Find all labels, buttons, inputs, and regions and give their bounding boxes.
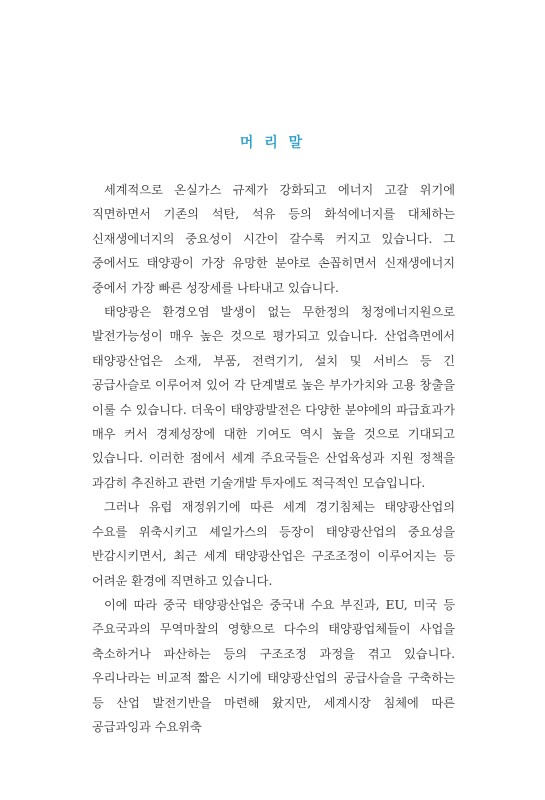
body-text xyxy=(92,178,455,739)
paragraph-1: 세계적으로 온실가스 규제가 강화되고 에너지 고갈 위기에 직면하면서 기존의 석탄, 석유 등의 화석에너지를 대체하는 신재생에너지의 중요성이 시간이 갈수록 커지고 있습니다. 그 중에서도 태양광이 가장 유망한 분야로 손꼽히면서 신재생에너지 중에서 가장 빠른 성장세를 나타내고 있습니다. xyxy=(92,183,455,295)
paragraph-4: 이에 따라 중국 태양광산업은 중국내 수요 부진과, EU, 미국 등 주요국과의 무역마찰의 영향으로 다수의 태양광업체들이 사업을 축소하거나 파산하는 등의 구조조정 과정을 겪고 있습니다. 우리나라는 비교적 짧은 시기에 태양광산업의 공급사슬을 구축하는 등 산업 발전기반을 마련해 왔지만, 세계시장 침체에 따른 공급과잉과 수요위축 xyxy=(92,597,455,734)
page-title: 머 리 말 xyxy=(239,135,306,151)
paragraph-3: 그러나 유럽 재정위기에 따른 세계 경기침체는 태양광산업의 수요를 위축시키고 셰일가스의 등장이 태양광산업의 중요성을 반감시키면서, 최근 세계 태양광산업은 구조조정이 이루어지는 등 어려운 환경에 직면하고 있습니다. xyxy=(92,500,455,588)
paragraph-2: 태양광은 환경오염 발생이 없는 무한정의 청정에너지원으로 발전가능성이 매우 높은 것으로 평가되고 있습니다. 산업측면에서 태양광산업은 소재, 부품, 전력기기, 설치 및 서비스 등 긴 공급사슬로 이루어져 있어 각 단계별로 높은 부가가치와 고용 창출을 이룰 수 있습니다. 더욱이 태양광발전은 다양한 분야에의 파급효과가 매우 커서 경제성장에 대한 기여도 역시 높을 것으로 기대되고 있습니다. 이러한 점에서 세계 주요국들은 산업육성과 지원 정책을 과감히 추진하고 관련 기술개발 투자에도 적극적인 모습입니다. xyxy=(92,305,455,490)
